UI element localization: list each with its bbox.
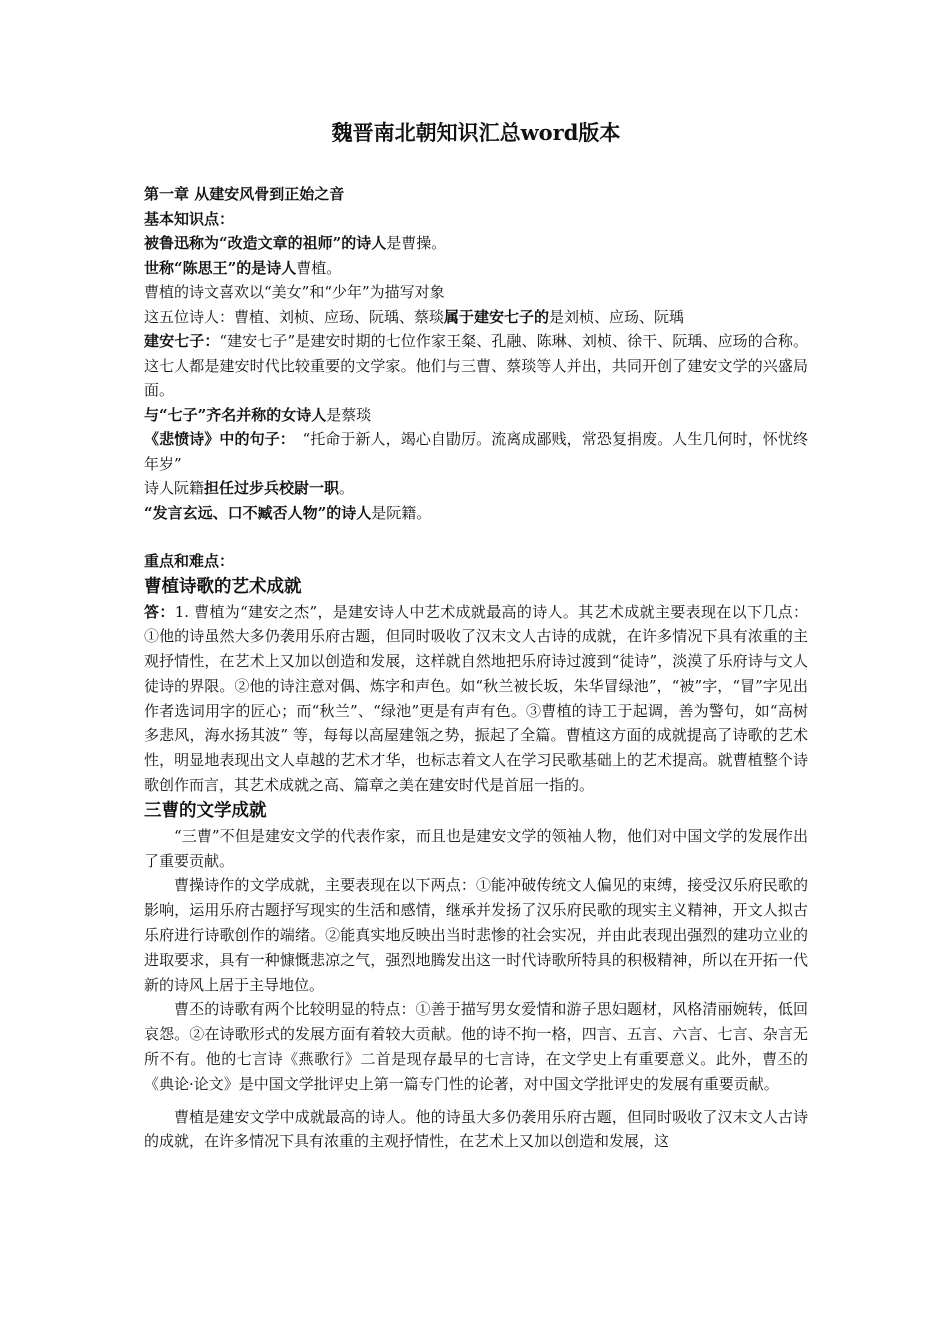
fact-line <box>144 427 808 476</box>
fact-normal: 曹植。 <box>296 258 342 277</box>
document-title: 魏晋南北朝知识汇总word版本 <box>331 120 621 145</box>
fact-bold: 属于建安七子的 <box>444 307 550 326</box>
document-page <box>144 118 808 1154</box>
answer-text: 1. 曹植为“建安之杰”，是建安诗人中艺术成就最高的诗人。其艺术成就主要表现在以下几点：①他的诗虽然大多仍袭用乐府古题，但同时吸收了汉末文人古诗的成就，在许多情况下具有浓重的主观抒情性，在艺术上又加以创造和发展，这样就自然地把乐府诗过渡到“徒诗”，淡漠了乐府诗与文人徒诗的界限。②他的诗注意对偶、炼字和声色。如“秋兰被长坂，朱华冒绿池”，“被”字，“冒”字见出作者选词用字的匠心；而“秋兰”、“绿池”更是有声有色。③曹植的诗工于起调，善为警句，如“高树多悲风，海水扬其波” 等，每每以高屋建瓴之势，振起了全篇。曹植这方面的成就提高了诗歌的艺术性，明显地表现出文人卓越的艺术才华，也标志着文人在学习民歌基础上的艺术提高。就曹植整个诗歌创作而言，其艺术成就之高、篇章之美在建安时代是首屈一指的。 <box>144 602 808 795</box>
fact-line <box>144 403 808 428</box>
section-heading-caozhi: 曹植诗歌的艺术成就 <box>144 576 302 597</box>
fact-line <box>144 256 808 281</box>
fact-bold: 《悲愤诗》中的句子： <box>144 430 288 448</box>
fact-bold: 担任过步兵校尉一职 <box>204 479 340 497</box>
fact-bold: 世称“陈思王”的是诗人 <box>144 258 297 277</box>
fact-line <box>144 231 808 256</box>
fact-pre: 诗人阮籍 <box>144 479 205 497</box>
fact-bold: 与“七子”齐名并称的女诗人 <box>144 405 327 424</box>
fact-normal: 是曹操。 <box>386 234 447 252</box>
fact-bold: “发言玄远、口不臧否人物”的诗人 <box>144 503 372 522</box>
body-paragraph: 曹丕的诗歌有两个比较明显的特点：①善于描写男女爱情和游子思妇题材，风格清丽婉转，低回哀怨。②在诗歌形式的发展方面有着较大贡献。他的诗不拘一格，四言、五言、六言、七言、杂言无所不有。他的七言诗《燕歌行》二首是现存最早的七言诗，在文学史上有重要意义。此外，曹丕的《典论·论文》是中国文学批评史上第一篇专门性的论著，对中国文学批评史的发展有重要贡献。 <box>144 1000 808 1093</box>
fact-bold: 被鲁迅称为“改造文章的祖师”的诗人 <box>144 234 387 252</box>
answer-paragraph <box>144 600 808 798</box>
body-paragraph: “三曹”不但是建安文学的代表作家，而且也是建安文学的领袖人物，他们对中国文学的发展作出了重要贡献。 <box>144 826 808 870</box>
fact-normal: 。 <box>339 479 355 497</box>
spacer <box>144 525 808 549</box>
section-heading-sancao: 三曹的文学成就 <box>144 800 267 821</box>
fact-pre: 这五位诗人：曹植、刘桢、应玚、阮瑀、蔡琰 <box>144 307 445 326</box>
fact-normal: “托命于新人，竭心自勖厉。流离成鄙贱，常恐复捐废。人生几何时，怀忧终年岁” <box>144 430 808 473</box>
body-paragraph: 曹植是建安文学中成就最高的诗人。他的诗虽大多仍袭用乐府古题，但同时吸收了汉末文人古诗的成就，在许多情况下具有浓重的主观抒情性，在艺术上又加以创造和发展，这 <box>144 1107 808 1151</box>
fact-normal: 是刘桢、应玚、阮瑀 <box>549 307 685 326</box>
fact-line <box>144 501 808 526</box>
fact-line <box>144 280 808 305</box>
answer-label: 答： <box>144 602 175 621</box>
qizi-text: “建安七子”是建安时期的七位作家王粲、孔融、陈琳、刘桢、徐干、阮瑀、应玚的合称。这七人都是建安时代比较重要的文学家。他们与三曹、蔡琰等人并出，共同开创了建安文学的兴盛局面。 <box>144 332 808 399</box>
chapter-heading: 第一章 从建安风骨到正始之音 <box>144 185 345 203</box>
qizi-definition <box>144 329 808 403</box>
fact-normal: 曹植的诗文喜欢以“美女”和“少年”为描写对象 <box>144 283 445 301</box>
basic-points-heading: 基本知识点： <box>144 209 235 228</box>
key-points-heading: 重点和难点： <box>144 552 235 570</box>
spacer <box>144 1097 808 1105</box>
fact-normal: 是阮籍。 <box>371 503 432 522</box>
fact-line <box>144 476 808 501</box>
body-paragraph: 曹操诗作的文学成就，主要表现在以下两点：①能冲破传统文人偏见的束缚，接受汉乐府民歌的影响，运用乐府古题抒写现实的生活和感情，继承并发扬了汉乐府民歌的现实主义精神，开文人拟古乐府进行诗歌创作的端绪。②能真实地反映出当时悲惨的社会实况，并由此表现出强烈的建功立业的进取要求，具有一种慷慨悲凉之气，强烈地腾发出这一时代诗歌所特具的积极精神，所以在开拓一代新的诗风上居于主导地位。 <box>144 876 808 994</box>
qizi-label: 建安七子： <box>144 332 220 350</box>
fact-normal: 是蔡琰 <box>326 405 372 424</box>
fact-line <box>144 305 808 330</box>
